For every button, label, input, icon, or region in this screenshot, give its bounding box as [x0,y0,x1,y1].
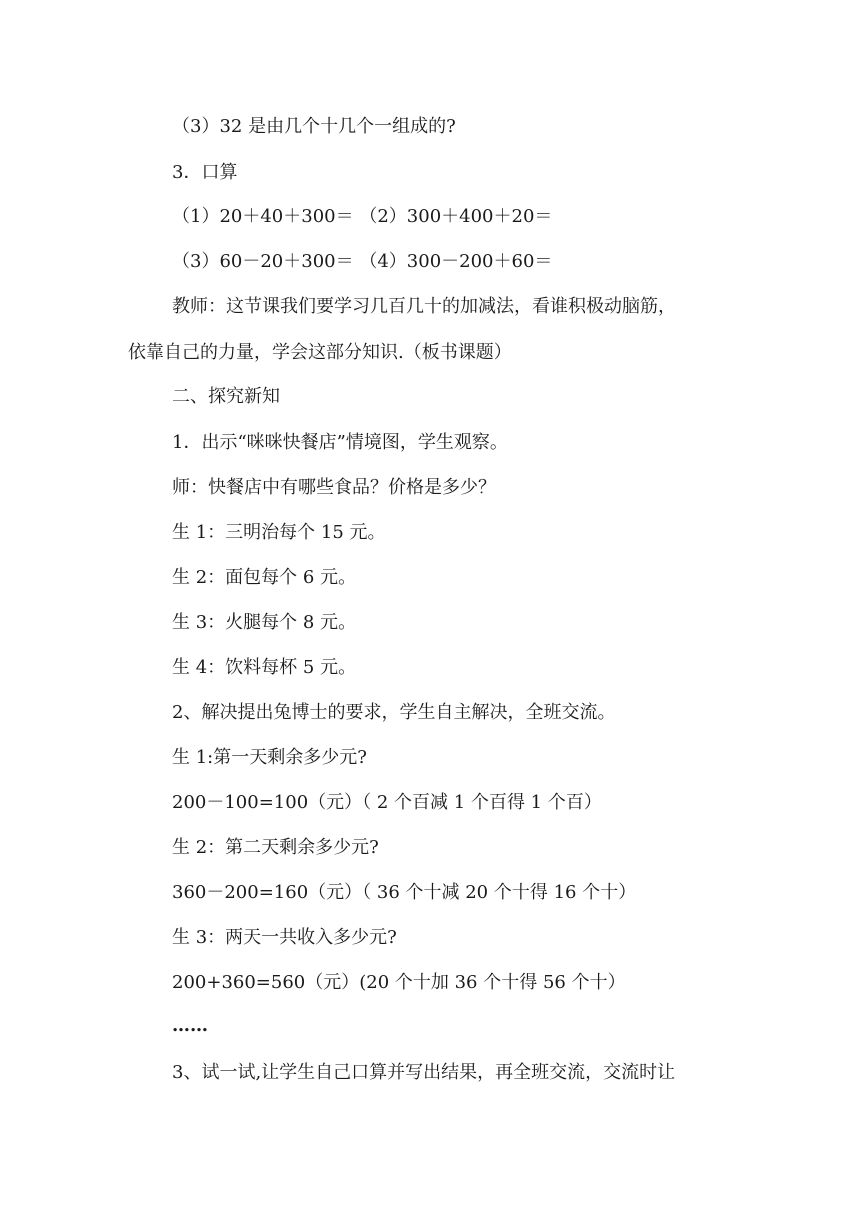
text-line-student-2-bread: 生 2：面包每个 6 元。 [172,567,357,588]
text-line-student-1-day-one: 生 1:第一天剩余多少元? [172,747,367,768]
text-line-student-2-day-two: 生 2：第二天剩余多少元? [172,837,379,858]
text-line-try-it: 3、试一试,让学生自己口算并写出结果，再全班交流，交流时让 [172,1062,676,1083]
text-line-student-4-drink: 生 4：饮料每杯 5 元。 [172,657,357,678]
text-line-student-3-total: 生 3：两天一共收入多少元? [172,927,397,948]
text-line-equation-day-one: 200－100=100（元）（ 2 个百减 1 个百得 1 个百） [172,792,602,813]
text-line-equation-day-two: 360－200=160（元）（ 36 个十减 20 个十得 16 个十） [172,882,637,903]
text-line-mental-math-3-4: （3）60－20＋300＝ （4）300－200＋60＝ [172,251,553,272]
text-line-student-1-sandwich: 生 1：三明治每个 15 元。 [172,522,386,543]
text-line-mental-math-1-2: （1）20＋40＋300＝ （2）300＋400＋20＝ [172,206,553,227]
text-line-teacher-intro: 教师：这节课我们要学习几百几十的加减法，看谁积极动脑筋， [172,296,676,317]
text-line-teacher-intro-cont: 依靠自己的力量，学会这部分知识.（板书课题） [128,342,512,363]
text-line-mental-math-heading: 3．口算 [172,162,238,183]
text-line-solve-requirements: 2、解决提出兔博士的要求，学生自主解决，全班交流。 [172,702,616,723]
text-line-student-3-ham: 生 3：火腿每个 8 元。 [172,612,357,633]
section-heading-explore: 二、探究新知 [172,386,280,407]
text-line-show-scene: 1．出示“咪咪快餐店”情境图，学生观察。 [172,432,508,453]
text-line-equation-total: 200+360=560（元）(20 个十加 36 个十得 56 个十） [172,972,626,993]
text-line-question-3: （3）32 是由几个十几个一组成的? [172,116,456,137]
text-line-ellipsis: …… [172,1015,208,1036]
text-line-teacher-question: 师：快餐店中有哪些食品？价格是多少？ [172,477,496,498]
